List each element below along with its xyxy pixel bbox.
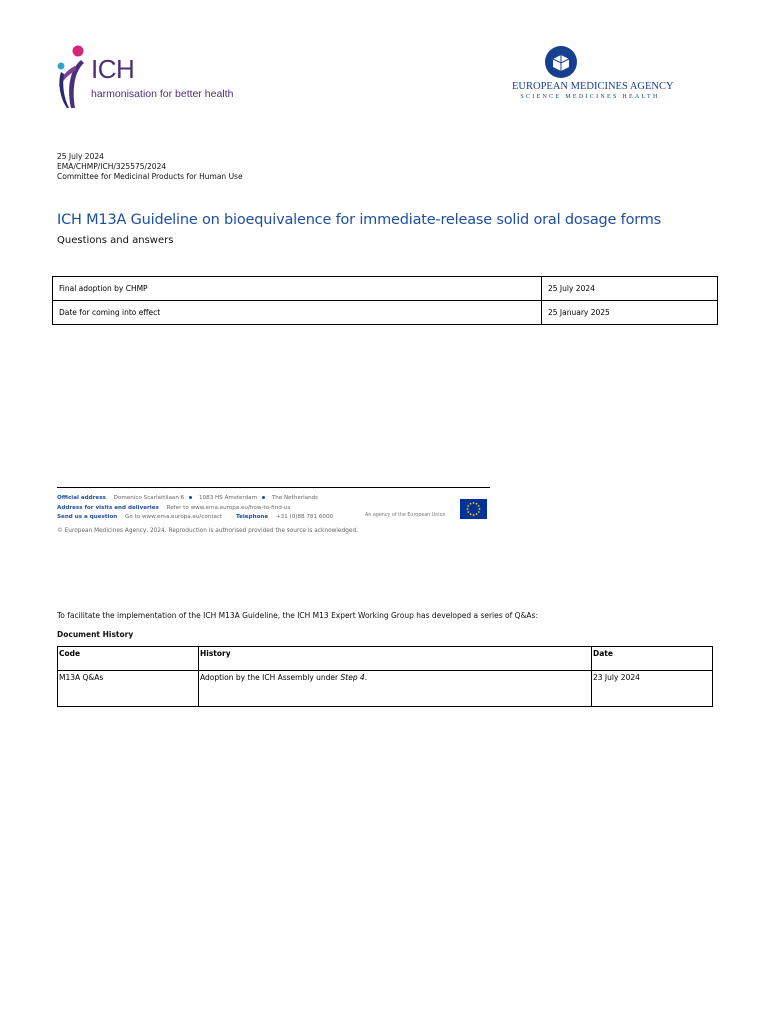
table-row: [53, 277, 718, 301]
copyright-notice: © European Medicines Agency, 2024. Reproduction is authorised provided the source is acknowledged.: [57, 528, 358, 534]
ich-logo: [55, 44, 245, 110]
telephone-number: +31 (0)88 781 6000: [275, 514, 334, 520]
table-header-row: [58, 647, 713, 671]
visits-label: Address for visits and deliveries: [57, 504, 159, 511]
document-history-heading: Document History: [57, 630, 134, 639]
table-cell-label: Date for coming into effect: [53, 301, 542, 325]
history-description-cell: [199, 671, 592, 707]
contact-link[interactable]: Go to www.ema.europa.eu/contact: [125, 514, 223, 520]
footer-divider: [57, 487, 490, 488]
document-history-table: [57, 646, 713, 707]
table-cell-value: 25 July 2024: [542, 277, 718, 301]
page-subtitle: Questions and answers: [57, 235, 174, 246]
telephone-label: Telephone: [236, 514, 269, 520]
question-label: Send us a question: [57, 514, 118, 520]
column-header-history: History: [199, 647, 592, 671]
bullet-icon: [189, 496, 192, 499]
document-meta: [57, 152, 243, 182]
history-date-cell: 23 July 2024: [592, 671, 713, 707]
ema-subtitle: SCIENCE MEDICINES HEALTH: [520, 94, 660, 100]
footer-visits: [57, 504, 333, 514]
ema-name: EUROPEAN MEDICINES AGENCY: [512, 81, 674, 92]
visits-link[interactable]: Refer to www.ema.europa.eu/how-to-find-us: [166, 504, 291, 511]
history-text: Adoption by the ICH Assembly under: [200, 673, 341, 682]
ich-tagline: harmonisation for better health: [91, 88, 234, 100]
ema-emblem-icon: [544, 45, 578, 79]
column-header-date: Date: [592, 647, 713, 671]
agency-footer: [57, 494, 333, 523]
bullet-icon: [262, 496, 265, 499]
ich-figure-icon: [55, 44, 91, 110]
history-step: Step 4: [340, 673, 365, 682]
street: Domenico Scarlattilaan 6: [113, 495, 185, 501]
document-date: 25 July 2024: [57, 152, 104, 161]
eu-flag-icon: [460, 499, 487, 519]
official-address-label: Official address: [57, 495, 106, 501]
ich-wordmark: ICH: [91, 54, 135, 84]
postcode-city: 1083 HS Amsterdam: [199, 495, 258, 501]
ema-logo: [498, 34, 676, 120]
country: The Netherlands: [271, 495, 319, 501]
agency-note: An agency of the European Union: [365, 513, 446, 518]
intro-text: To facilitate the implementation of the ICH M13A Guideline, the ICH M13 Expert Working Group has developed a series of Q&As:: [57, 611, 538, 620]
footer-official-address: [57, 494, 333, 504]
page-title: ICH M13A Guideline on bioequivalence for immediate-release solid oral dosage forms: [57, 212, 662, 228]
footer-contact: [57, 513, 333, 523]
column-header-code: Code: [58, 647, 199, 671]
history-code-cell: M13A Q&As: [58, 671, 199, 707]
document-reference: EMA/CHMP/ICH/325575/2024: [57, 162, 167, 171]
committee-name: Committee for Medicinal Products for Human Use: [57, 172, 243, 181]
adoption-table: [52, 276, 718, 325]
history-text-end: .: [364, 673, 368, 682]
table-row: [53, 301, 718, 325]
table-cell-label: Final adoption by CHMP: [53, 277, 542, 301]
table-cell-value: 25 January 2025: [542, 301, 718, 325]
table-row: [58, 671, 713, 707]
